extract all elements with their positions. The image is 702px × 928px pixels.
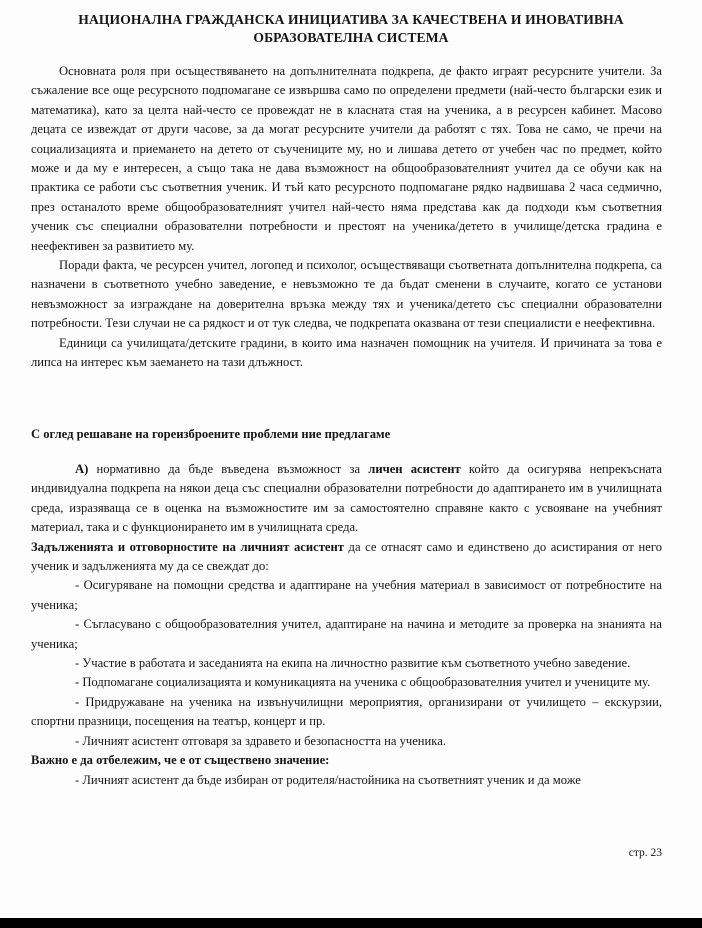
duty-item: - Придружаване на ученика на извънучилищни мероприятия, организирани от училището – екскурзии, спортни празници, посещения на театър, концерт и пр. <box>31 694 662 729</box>
page-title <box>40 11 662 47</box>
section-heading: С оглед решаване на гореизброените проблеми ние предлагаме <box>31 427 391 441</box>
proposal-a-bold: личен асистент <box>368 462 461 476</box>
duties-bold: Задълженията и отговорностите на личният асистент <box>31 539 344 554</box>
title-line-2: ОБРАЗОВАТЕЛНА СИСТЕМА <box>253 30 449 45</box>
important-heading: Важно е да отбележим, че е от съществено значение: <box>31 753 330 768</box>
duty-item: - Участие в работата и заседанията на екипа на личностно развитие към съответното учебно заведение. <box>75 656 631 671</box>
last-item: - Личният асистент да бъде избиран от родителя/настойника на съответният ученик и да може <box>75 772 581 787</box>
intro-section <box>31 62 662 373</box>
paragraph-1: Основната роля при осъществяването на допълнителната подкрепа, де факто играят ресурсните учители. За съжаление все още ресурсното подпомагане се извършва само по определени предмети (най-често български език и математика), като за целта най-често се провеждат не в класната стая на ученика, а в ресурсен кабинет. Масово децата се извеждат от други часове, за да могат ресурсните учители да работят с тях. Това не само, че пречи на социализацията и приемането на детето от съучениците му, но и лишава детето от учебен час по предмет, който може и да му е интересен, а също така не дава възможност на общообразователният учител да се обучи как на практика се работи със съответния ученик. И тъй като ресурсното подпомагане рядко надвишава 2 часа седмично, през останалото време общообразователният учител най-често няма представа как да подходи към съответния ученик със специални образователни потребности и престоят на ученика/детето в училище/детска градина е неефективен за развитието му. <box>31 64 662 253</box>
bottom-bar <box>0 918 702 928</box>
duties-intro <box>31 538 662 577</box>
proposal-a <box>31 460 662 538</box>
proposal-a-text-1: нормативно да бъде въведена възможност за <box>88 462 369 476</box>
paragraph-2: Поради факта, че ресурсен учител, логопед и психолог, осъществяващи съответната допълнителна подкрепа, са назначени в съответното учебно заведение, е невъзможно те да бъдат сменени в случаите, когато се установи невъзможност за изграждане на доверителна връзка между тях и ученика/детето със специални образователни потребности. Тези случаи не са рядкост и от тук следва, че подкрепата оказвана от тези специалисти е неефективна. <box>31 258 662 331</box>
proposal-a-text-2: който да осигурява непрекъсната индивидуална подкрепа на някои деца със специални образователни потребности до адаптирането им в училищната среда, изразяваща се в оценка на възможностите им за самостоятелно справяне както с усвояване на учебният материал, така и с функционирането им в училищната среда. <box>31 462 663 535</box>
duty-item: - Осигуряване на помощни средства и адаптиране на учебния материал в зависимост от потребностите на ученика; <box>31 578 662 612</box>
duties-text: да се отнасят само и единствено до асистирания от него ученик и задълженията му да се свеждат до: <box>31 539 662 574</box>
title-line-1: НАЦИОНАЛНА ГРАЖДАНСКА ИНИЦИАТИВА ЗА КАЧЕСТВЕНА И ИНОВАТИВНА <box>78 12 624 27</box>
proposal-section <box>31 460 662 790</box>
duty-item: - Съгласувано с общообразователния учител, адаптиране на начина и методите за проверка на знанията на ученика; <box>31 617 662 651</box>
duty-item: - Подпомагане социализацията и комуникацията на ученика с общообразователния учител и учениците му. <box>75 675 651 690</box>
paragraph-3: Единици са училищата/детските градини, в които има назначен помощник на учителя. И причината за това е липса на интерес към заемането на тази длъжност. <box>31 335 662 370</box>
proposal-a-label: А) <box>75 462 89 476</box>
page-number: стр. 23 <box>628 847 662 859</box>
duty-item: - Личният асистент отговаря за здравето и безопасността на ученика. <box>75 733 446 748</box>
